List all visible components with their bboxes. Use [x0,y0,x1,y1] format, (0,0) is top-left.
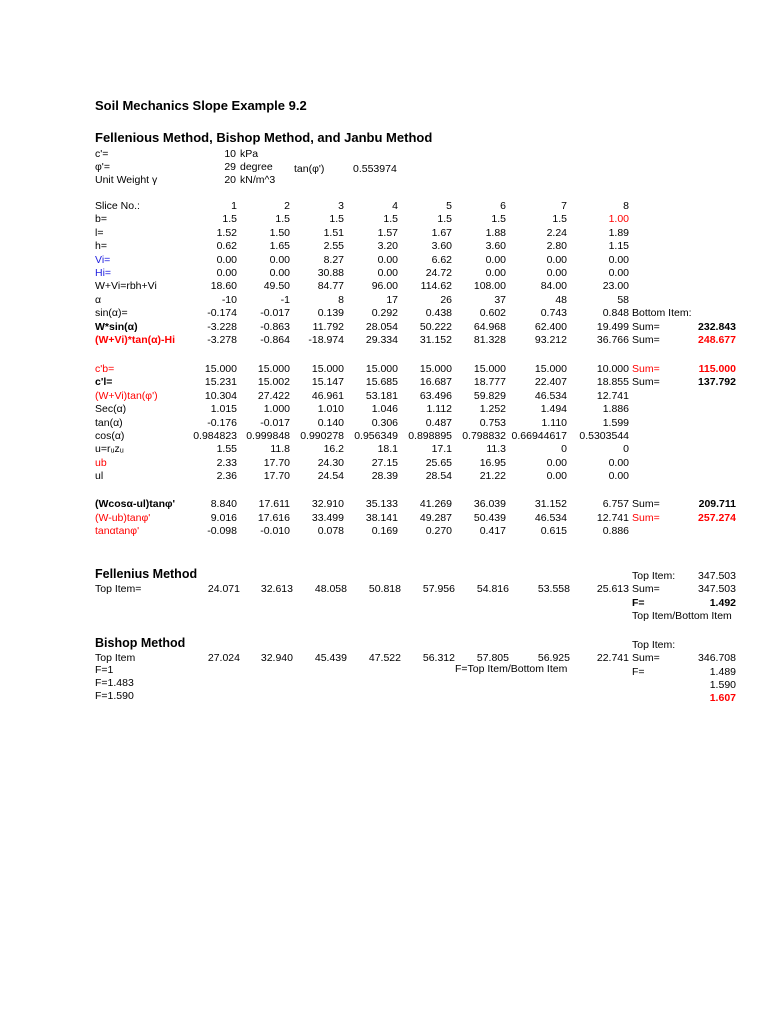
slice-cell: 2.36 [216,470,237,483]
slice-cell: 25.65 [425,456,452,469]
slice-cell: 0.00 [608,456,629,469]
slice-cell: 1.5 [437,213,452,226]
row-label: (W+Vi)tan(φ') [95,389,158,402]
slice-cell: 22.407 [534,376,567,389]
top-item-cell: 50.818 [368,583,401,595]
slice-cell: 16.2 [323,443,344,456]
slice-cell: 0.00 [377,267,398,279]
slice-cell: 46.534 [534,389,567,402]
slice-cell: 15.000 [473,363,506,375]
slice-cell: 12.741 [596,511,629,524]
slice-cell: 49.50 [263,280,290,293]
param-unit: degree [240,161,273,173]
slice-cell: 9.016 [210,511,237,524]
sum-label: Sum= [632,320,660,333]
param-extra-value: 0.553974 [353,163,397,175]
slice-cell: 17.70 [263,470,290,483]
top-item-cell: 57.805 [476,652,509,664]
slice-cell: 0.00 [269,253,290,266]
row-label: W+Vi=rbh+Vi [95,280,157,293]
slice-cell: 1.5 [275,213,290,226]
row-label: sin(α)= [95,307,128,320]
row-label: Slice No.: [95,200,140,212]
slice-cell: 17.70 [263,456,290,469]
sum-value: 209.711 [698,498,736,510]
slice-cell: 19.499 [596,320,629,333]
slice-cell: 38.141 [365,511,398,524]
slice-cell: 41.269 [419,498,452,510]
slice-cell: 35.133 [365,498,398,510]
slice-cell: 48 [555,293,567,306]
slice-cell: 81.328 [473,334,506,346]
param-extra-label: tan(φ') [294,163,325,175]
summary-value: 1.590 [709,678,736,691]
slice-cell: 0.956349 [354,430,398,442]
slice-cell: 15.685 [365,376,398,389]
slice-cell: 1.55 [216,443,237,456]
slice-cell: 23.00 [602,280,629,293]
page-title: Soil Mechanics Slope Example 9.2 [95,98,307,113]
sum-label: Bottom Item: [632,307,692,320]
slice-cell: 1.65 [269,240,290,253]
slice-cell: 0.5303544 [579,430,629,442]
top-item-label: Top Item [95,652,136,664]
row-label: u=rᵤzᵤ [95,443,124,456]
slice-cell: 1.5 [491,213,506,226]
slice-cell: 28.54 [425,470,452,483]
slice-cell: 1.015 [210,403,237,416]
slice-cell: 8.840 [210,498,237,510]
slice-cell: 30.88 [317,267,344,279]
slice-cell: 18.777 [473,376,506,389]
slice-cell: 4 [392,200,398,212]
param-value: 20 [224,174,236,186]
slice-cell: 3.60 [431,240,452,253]
slice-cell: 49.287 [419,511,452,524]
iteration-label: F=1.483 [95,677,134,689]
slice-cell: 58 [617,293,629,306]
slice-cell: 2.55 [323,240,344,253]
slice-cell: 6 [500,200,506,212]
slice-cell: 0.898895 [408,430,452,442]
slice-cell: 15.000 [534,363,567,375]
slice-cell: 17.611 [258,498,290,510]
sum-label: Sum= [632,363,660,375]
slice-cell: 0.00 [546,267,567,279]
slice-cell: -0.017 [260,416,290,429]
row-label: Hi= [95,267,112,279]
slice-cell: 1.112 [426,403,452,416]
slice-cell: 0.438 [425,307,452,320]
bishop-heading: Bishop Method [95,636,186,650]
top-item-cell: 24.071 [207,583,240,595]
row-label: (Wcosα-ul)tanφ' [95,498,176,510]
slice-cell: 96.00 [371,280,398,293]
slice-cell: 15.000 [204,363,237,375]
slice-cell: 15.000 [257,363,290,375]
slice-cell: 15.000 [365,363,398,375]
slice-cell: 64.968 [473,320,506,333]
slice-cell: 1.00 [608,213,629,226]
summary-value: 347.503 [698,570,736,582]
slice-cell: 8 [623,200,629,212]
slice-cell: -0.864 [260,334,290,346]
slice-cell: 6.757 [602,498,629,510]
slice-cell: 0.487 [425,416,452,429]
slice-cell: 0.848 [602,307,629,320]
slice-cell: 0.00 [485,253,506,266]
slice-cell: 28.39 [371,470,398,483]
slice-cell: 46.534 [534,511,567,524]
slice-cell: 1.88 [485,226,506,239]
slice-cell: -0.863 [260,320,290,333]
slice-cell: 2.80 [546,240,567,253]
slice-cell: 1.110 [541,416,567,429]
slice-cell: -3.228 [207,320,237,333]
slice-cell: 37 [494,293,506,306]
slice-cell: 1.5 [552,213,567,226]
slice-cell: 17 [386,293,398,306]
top-item-cell: 32.940 [260,652,293,664]
slice-cell: -10 [221,293,237,306]
slice-cell: -0.174 [207,307,237,320]
summary-value: 1.489 [709,665,736,678]
row-label: (W+Vi)*tan(α)-Hi [95,334,176,346]
slice-cell: 1.51 [323,226,344,239]
slice-cell: 0.602 [479,307,506,320]
param-unit: kN/m^3 [240,174,276,186]
slice-cell: 36.766 [596,334,629,346]
row-label: c'l= [95,376,113,389]
slice-cell: 1.252 [479,403,506,416]
row-label: ul [95,470,104,483]
slice-cell: 27.15 [371,456,398,469]
slice-cell: 3.20 [377,240,398,253]
slice-cell: 50.222 [419,320,452,333]
slice-cell: 15.231 [204,376,237,389]
slice-cell: 0.270 [425,525,452,538]
slice-cell: -1 [280,293,290,306]
slice-cell: 0.00 [269,267,290,279]
top-item-cell: 57.956 [422,583,455,595]
slice-cell: 21.22 [479,470,506,483]
slice-cell: 0.615 [540,525,567,538]
row-label: cos(α) [95,430,125,442]
slice-cell: 0 [561,443,567,456]
row-label: h= [95,240,107,253]
row-label: Sec(α) [95,403,127,416]
formula-text: Top Item/Bottom Item [632,610,732,622]
slice-cell: 0.984823 [193,430,237,442]
slice-cell: 1.5 [383,213,398,226]
slice-cell: 0.00 [608,267,629,279]
slice-cell: 1.50 [269,226,290,239]
top-item-cell: 56.925 [537,652,570,664]
slice-cell: 0.306 [371,416,398,429]
sum-value: 115.000 [698,363,736,375]
summary-value: 1.492 [709,596,736,609]
slice-cell: 0.990278 [300,430,344,442]
slice-cell: 16.687 [419,376,452,389]
slice-cell: 10.304 [204,389,237,402]
slice-cell: 31.152 [534,498,567,510]
param-value: 29 [224,161,236,173]
iteration-label: F=1.590 [95,690,134,702]
slice-cell: 1.494 [540,403,567,416]
slice-cell: 1.010 [317,403,344,416]
sum-label: Sum= [632,376,660,389]
row-label: b= [95,213,107,226]
slice-cell: 1.57 [377,226,398,239]
slice-cell: 7 [561,200,567,212]
slice-cell: 2 [284,200,290,212]
slice-cell: 27.422 [257,389,290,402]
slice-cell: 0.139 [317,307,344,320]
slice-cell: 1.89 [608,226,629,239]
slice-cell: 17.1 [431,443,452,456]
slice-cell: 15.002 [257,376,290,389]
row-label: (W-ub)tanφ' [95,511,151,524]
slice-cell: 18.855 [596,376,629,389]
section-subtitle: Fellenious Method, Bishop Method, and Janbu Method [95,130,433,145]
sum-label: Sum= [632,498,660,510]
slice-cell: 1.67 [431,226,452,239]
slice-cell: 93.212 [534,334,567,346]
slice-cell: 0 [623,443,629,456]
slice-cell: 12.741 [596,389,629,402]
slice-cell: 11.3 [486,443,506,456]
param-unit: kPa [240,148,259,160]
summary-label: F= [632,665,645,678]
top-item-cell: 45.439 [314,652,347,664]
slice-cell: -3.278 [207,334,237,346]
row-label: ub [95,456,107,469]
sum-label: Sum= [632,511,660,524]
summary-value: 347.503 [698,583,736,596]
row-label: tan(α) [95,416,123,429]
slice-cell: 62.400 [534,320,567,333]
sum-label: Sum= [632,334,660,346]
slice-cell: 33.499 [311,511,344,524]
slice-cell: 0.798832 [462,430,506,442]
summary-value: 1.607 [709,692,736,705]
row-label: α [95,293,102,306]
row-label: tanαtanφ' [95,525,140,538]
row-label: l= [95,226,104,239]
summary-label: Sum= [632,652,660,665]
iteration-label: F=1 [95,664,114,676]
slice-cell: -0.176 [207,416,237,429]
slice-cell: 17.616 [257,511,290,524]
slice-cell: 2.33 [216,456,237,469]
slice-cell: -0.010 [260,525,290,538]
slice-cell: 1.52 [216,226,237,239]
slice-cell: 0.00 [608,253,629,266]
slice-cell: 15.147 [311,376,344,389]
slice-cell: 6.62 [431,253,452,266]
slice-cell: 31.152 [419,334,452,346]
slice-cell: 0.00 [485,267,506,279]
slice-cell: -18.974 [308,334,344,346]
top-item-cell: 53.558 [537,583,570,595]
row-label: Vi= [95,253,111,266]
slice-cell: 1.599 [602,416,629,429]
slice-cell: 0.169 [371,525,398,538]
sum-value: 248.677 [698,334,736,346]
param-label: c'= [95,148,109,160]
slice-cell: -0.017 [260,307,290,320]
slice-cell: 1 [231,200,237,212]
param-value: 10 [224,148,236,160]
slice-cell: 0.743 [540,307,567,320]
slice-cell: -0.098 [207,525,237,538]
slice-cell: 50.439 [473,511,506,524]
slice-cell: 0.140 [317,416,344,429]
slice-cell: 63.496 [419,389,452,402]
slice-cell: 0.999848 [246,430,290,442]
slice-cell: 114.62 [420,280,452,293]
slice-cell: 11.8 [270,443,290,456]
slice-cell: 0.292 [371,307,398,320]
top-item-cell: 54.816 [476,583,509,595]
slice-cell: 16.95 [479,456,506,469]
top-item-cell: 25.613 [596,583,629,595]
slice-cell: 26 [440,293,452,306]
param-label: φ'= [95,161,110,173]
summary-value: 346.708 [698,652,736,665]
slice-cell: 3 [338,200,344,212]
slice-cell: 0.753 [479,416,506,429]
slice-cell: 0.00 [377,253,398,266]
slice-cell: 1.5 [329,213,344,226]
slice-cell: 10.000 [596,363,629,375]
slice-cell: 0.66944617 [511,430,567,442]
summary-label: Sum= [632,583,660,596]
slice-cell: 0.00 [546,253,567,266]
slice-cell: 0.00 [216,267,237,279]
slice-cell: 1.000 [263,403,290,416]
row-label: c'b= [95,363,115,375]
slice-cell: 0.417 [479,525,506,538]
top-item-cell: 27.024 [207,652,240,664]
slice-cell: 84.00 [540,280,567,293]
slice-cell: 0.00 [546,470,567,483]
slice-cell: 0.00 [608,470,629,483]
slice-cell: 0.886 [602,525,629,538]
slice-cell: 28.054 [365,320,398,333]
slice-cell: 1.046 [371,403,398,416]
slice-cell: 29.334 [365,334,398,346]
slice-cell: 18.1 [377,443,398,456]
sum-value: 137.792 [698,376,736,389]
sum-value: 232.843 [698,320,736,333]
summary-label: Top Item: [632,570,676,582]
top-item-cell: 47.522 [368,652,401,664]
slice-cell: 108.00 [473,280,506,293]
formula-text: F=Top Item/Bottom Item [455,663,568,675]
slice-cell: 15.000 [419,363,452,375]
slice-cell: 8 [338,293,344,306]
slice-cell: 0.00 [546,456,567,469]
slice-cell: 8.27 [323,253,344,266]
summary-label: F= [632,596,645,609]
top-item-cell: 32.613 [260,583,293,595]
top-item-cell: 48.058 [314,583,347,595]
slice-cell: 36.039 [473,498,506,510]
slice-cell: 32.910 [311,498,344,510]
slice-cell: 5 [446,200,452,212]
slice-cell: 0.00 [216,253,237,266]
top-item-cell: 56.312 [422,652,455,664]
summary-label: Top Item: [632,639,676,651]
slice-cell: 1.5 [222,213,237,226]
row-label: W*sin(α) [95,320,138,333]
slice-cell: 24.30 [317,456,344,469]
slice-cell: 59.829 [473,389,506,402]
slice-cell: 2.24 [546,226,567,239]
slice-cell: 18.60 [210,280,237,293]
slice-cell: 24.72 [425,267,452,279]
slice-cell: 53.181 [365,389,398,402]
slice-cell: 11.792 [312,320,344,333]
top-item-label: Top Item= [95,583,142,595]
slice-cell: 3.60 [485,240,506,253]
slice-cell: 1.15 [608,240,629,253]
slice-cell: 15.000 [311,363,344,375]
slice-cell: 1.886 [602,403,629,416]
fellenius-heading: Fellenius Method [95,567,198,581]
sum-value: 257.274 [698,511,736,524]
slice-cell: 0.078 [317,525,344,538]
param-label: Unit Weight γ [95,174,158,186]
slice-cell: 0.62 [216,240,237,253]
slice-cell: 24.54 [317,470,344,483]
slice-cell: 84.77 [317,280,344,293]
slice-cell: 46.961 [311,389,344,402]
top-item-cell: 22.741 [596,652,629,664]
